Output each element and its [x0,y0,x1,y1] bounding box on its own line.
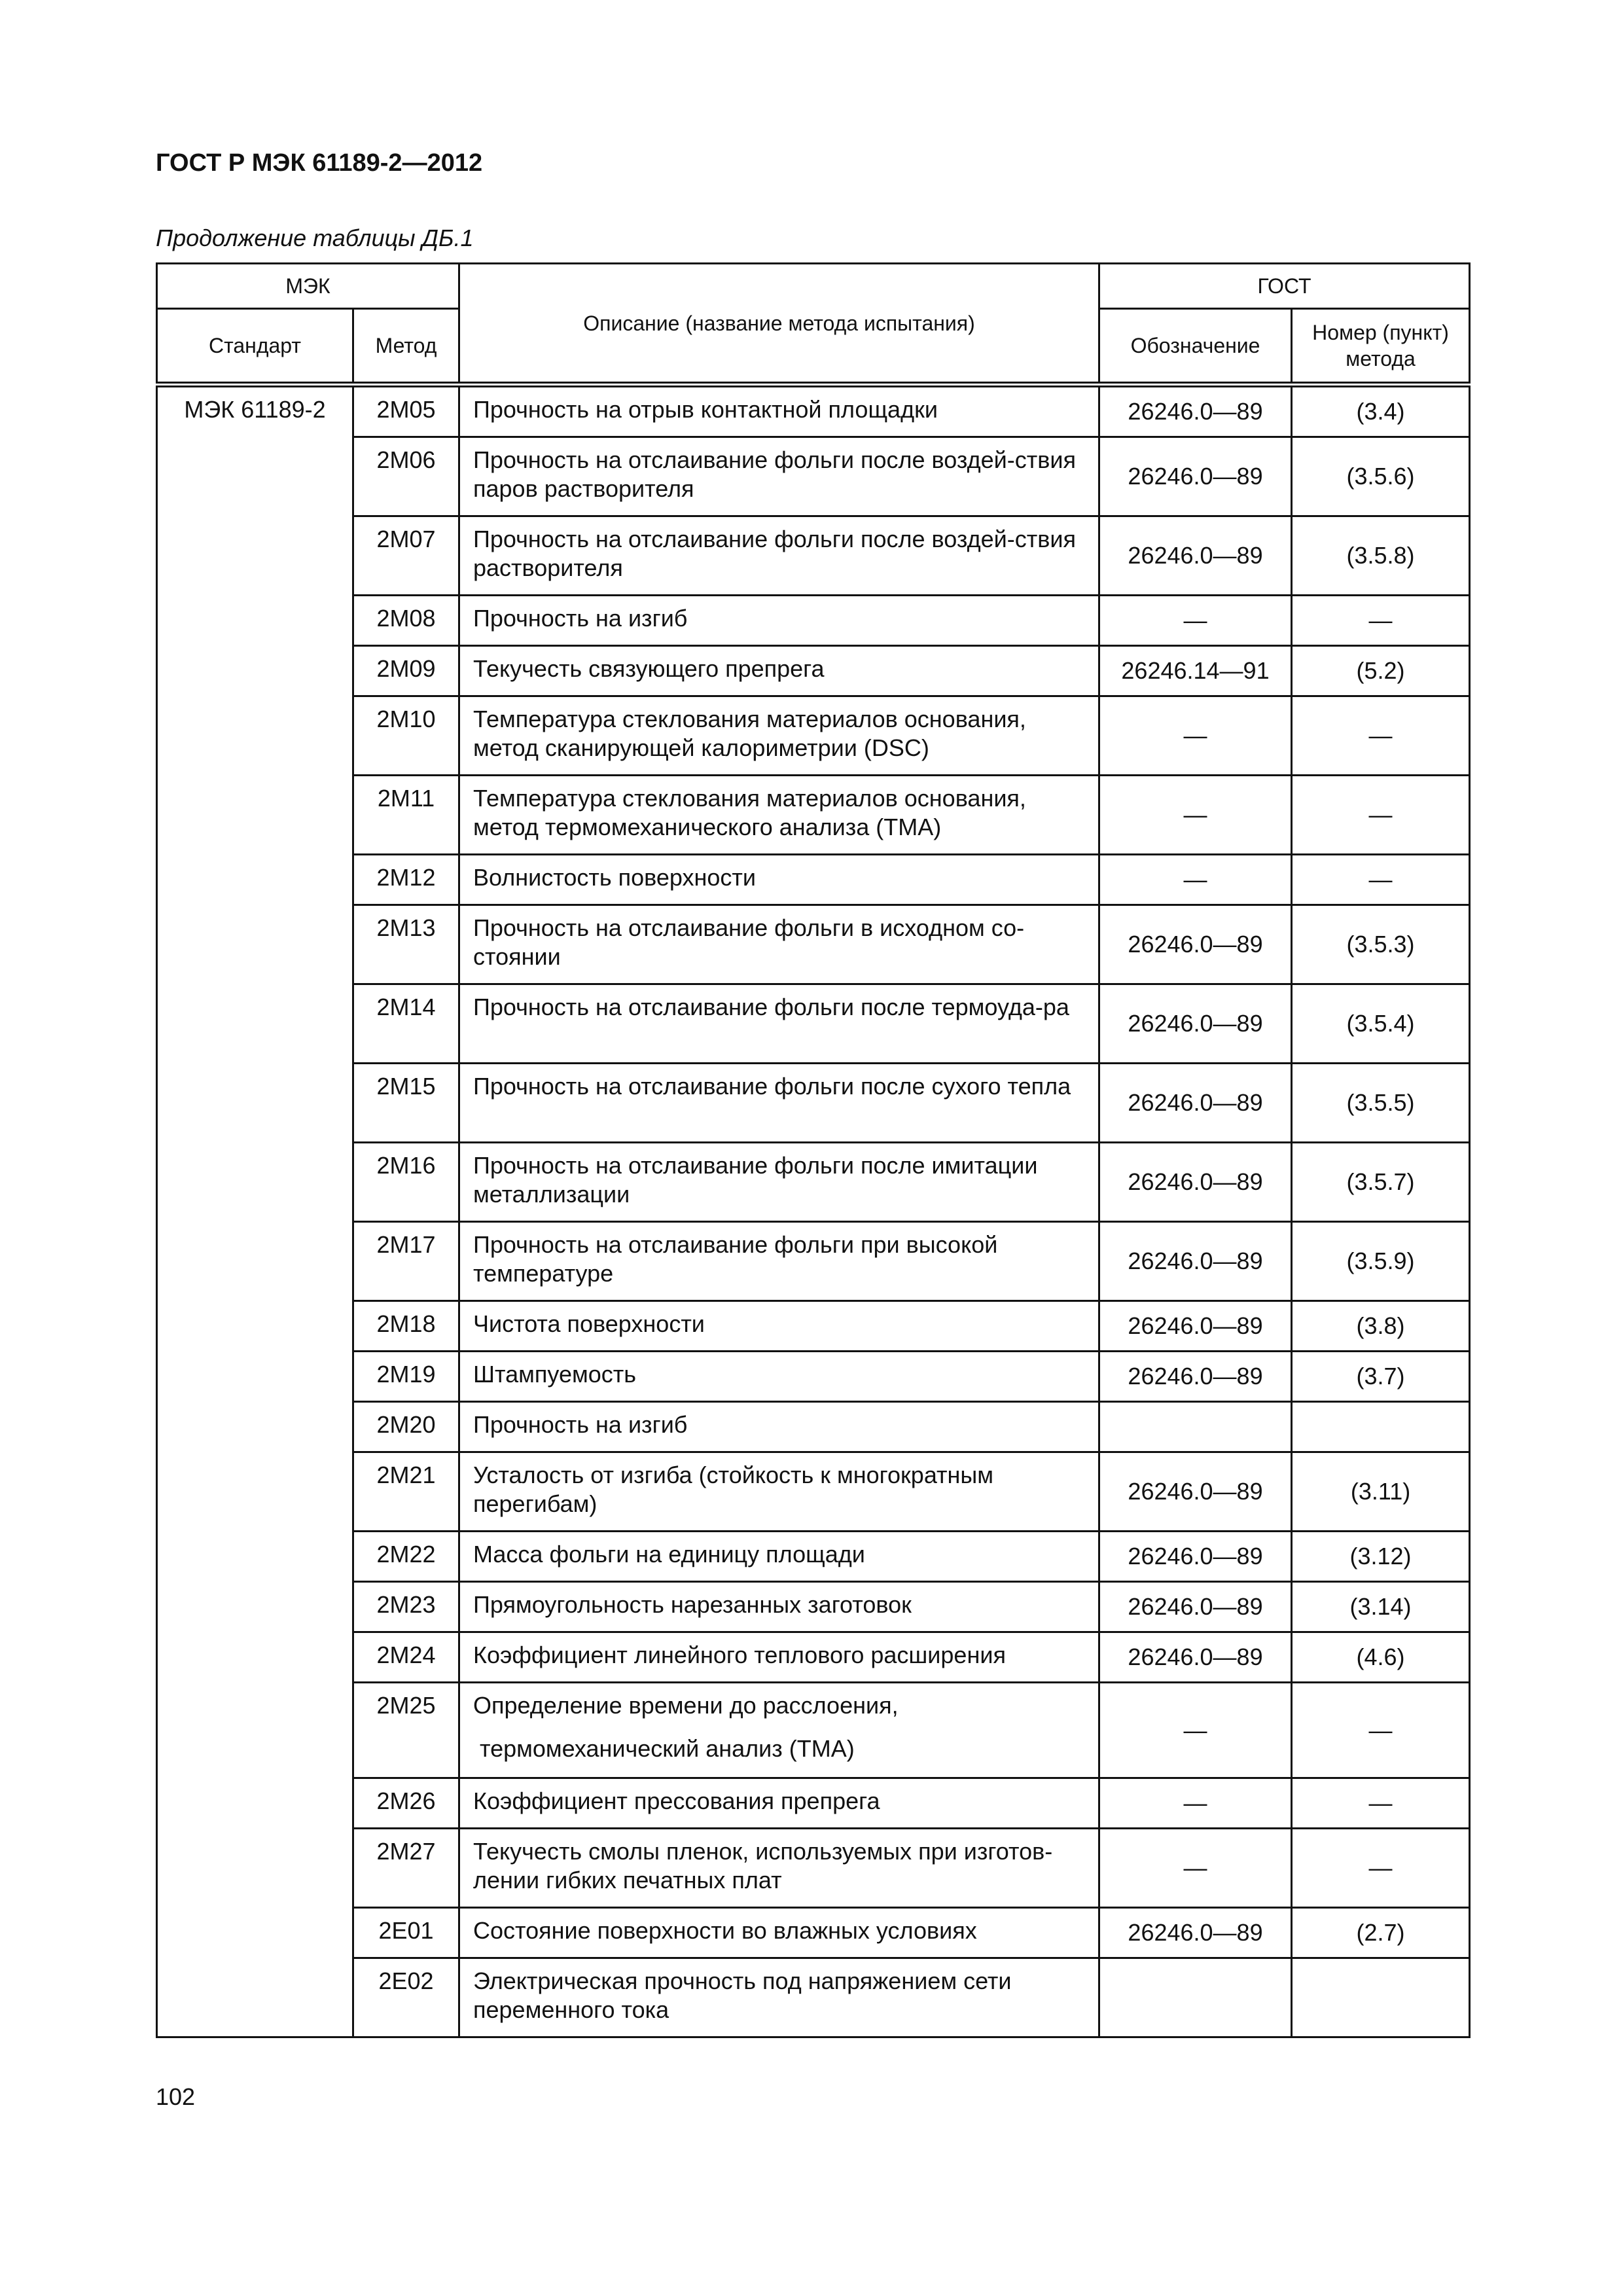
description-text: Состояние поверхности во влажных условиях [473,1917,977,1944]
cell-method: 2M18 [353,1301,459,1352]
cell-method: 2M19 [353,1352,459,1402]
description-text: Усталость от изгиба (стойкость к многократным перегибам) [473,1462,994,1517]
cell-gost-clause: (3.14) [1292,1582,1470,1632]
table-row [157,1958,1470,2037]
description-text: Коэффициент прессования препрега [473,1787,880,1814]
cell-gost-designation: 26246.0—89 [1099,1452,1292,1532]
table-row [157,1683,1470,1778]
table-row [157,1908,1470,1958]
cell-gost-designation: 26246.0—89 [1099,516,1292,596]
cell-description [459,776,1099,855]
cell-description [459,516,1099,596]
cell-standard: МЭК 61189-2 [157,385,353,2037]
cell-gost-clause: (3.5.6) [1292,437,1470,516]
methods-table [156,262,1471,2038]
cell-method: 2M21 [353,1452,459,1532]
cell-description [459,1778,1099,1829]
cell-gost-designation: 26246.0—89 [1099,1582,1292,1632]
cell-description [459,1301,1099,1352]
table-row [157,1222,1470,1301]
table-row [157,1064,1470,1143]
description-text: Прочность на отслаивание фольги после сухого тепла [473,1073,1071,1100]
cell-method: 2M08 [353,596,459,646]
description-text: Штампуемость [473,1361,636,1388]
cell-gost-designation: 26246.0—89 [1099,1301,1292,1352]
cell-method: 2M14 [353,984,459,1064]
cell-gost-clause: — [1292,596,1470,646]
cell-gost-clause: — [1292,696,1470,776]
table-row [157,646,1470,696]
cell-description [459,385,1099,437]
header-standard: Стандарт [157,309,353,385]
cell-gost-designation: 26246.0—89 [1099,984,1292,1064]
cell-method: 2M25 [353,1683,459,1778]
cell-description [459,646,1099,696]
cell-gost-clause: — [1292,1683,1470,1778]
table-row [157,1352,1470,1402]
cell-gost-designation: — [1099,1829,1292,1908]
cell-gost-designation: 26246.14—91 [1099,646,1292,696]
header-clause: Номер (пункт) метода [1292,309,1470,385]
cell-method: 2M16 [353,1143,459,1222]
header-gost: ГОСТ [1099,264,1470,309]
cell-method: 2M26 [353,1778,459,1829]
table-caption: Продолжение таблицы ДБ.1 [156,224,474,251]
header-iec: МЭК [157,264,459,309]
cell-description [459,984,1099,1064]
description-text: Температура стеклования материалов основания, метод сканирующей калориметрии (DSC) [473,706,1026,761]
cell-description [459,1222,1099,1301]
cell-method: 2E01 [353,1908,459,1958]
description-text: Прочность на отслаивание фольги при высокой температуре [473,1231,998,1287]
cell-gost-designation: 26246.0—89 [1099,1908,1292,1958]
cell-gost-designation: 26246.0—89 [1099,1352,1292,1402]
cell-gost-designation [1099,1958,1292,2037]
cell-description [459,437,1099,516]
cell-gost-clause: (2.7) [1292,1908,1470,1958]
cell-method: 2M15 [353,1064,459,1143]
table-row [157,984,1470,1064]
cell-gost-designation: — [1099,855,1292,905]
cell-method: 2M13 [353,905,459,984]
cell-method: 2M27 [353,1829,459,1908]
cell-gost-designation: — [1099,596,1292,646]
cell-gost-designation: — [1099,1683,1292,1778]
cell-gost-clause: (3.5.5) [1292,1064,1470,1143]
description-text: Коэффициент линейного теплового расширения [473,1641,1006,1668]
cell-gost-clause: (3.12) [1292,1532,1470,1582]
cell-description [459,1829,1099,1908]
cell-gost-designation: 26246.0—89 [1099,1064,1292,1143]
cell-description [459,1582,1099,1632]
page-number: 102 [156,2083,196,2110]
cell-gost-clause: (3.5.7) [1292,1143,1470,1222]
cell-description [459,855,1099,905]
table-row [157,1143,1470,1222]
cell-gost-designation: 26246.0—89 [1099,1222,1292,1301]
description-text: Электрическая прочность под напряжением сети переменного тока [473,1967,1012,2023]
description-text: Текучесть связующего препрега [473,655,825,682]
table-row [157,1452,1470,1532]
table-row [157,776,1470,855]
cell-method: 2M12 [353,855,459,905]
cell-description [459,1908,1099,1958]
description-text: Прочность на отслаивание фольги в исходном со-стоянии [473,914,1025,970]
cell-gost-clause: (3.4) [1292,385,1470,437]
cell-method: 2M06 [353,437,459,516]
cell-method: 2M09 [353,646,459,696]
cell-gost-clause: (3.8) [1292,1301,1470,1352]
document-header: ГОСТ Р МЭК 61189-2—2012 [156,149,483,177]
cell-gost-clause: — [1292,1829,1470,1908]
description-text: Чистота поверхности [473,1310,705,1337]
description-text: Масса фольги на единицу площади [473,1541,865,1568]
description-text-line2: термомеханический анализ (TMA) [480,1735,855,1762]
cell-method: 2M22 [353,1532,459,1582]
cell-gost-designation: 26246.0—89 [1099,1632,1292,1683]
cell-method: 2M23 [353,1582,459,1632]
cell-method: 2M20 [353,1402,459,1452]
description-text: Текучесть смолы пленок, используемых при изготов-лении гибких печатных плат [473,1838,1053,1893]
cell-method: 2M11 [353,776,459,855]
cell-gost-designation: — [1099,1778,1292,1829]
cell-method: 2E02 [353,1958,459,2037]
cell-gost-clause [1292,1958,1470,2037]
cell-description [459,1064,1099,1143]
table-row [157,905,1470,984]
cell-gost-designation: 26246.0—89 [1099,1143,1292,1222]
description-text: Прочность на изгиб [473,1411,688,1438]
table-row [157,1582,1470,1632]
cell-description [459,1352,1099,1402]
description-text: Температура стеклования материалов основания, метод термомеханического анализа (TMA) [473,785,1026,840]
table-row [157,1402,1470,1452]
cell-gost-designation [1099,1402,1292,1452]
cell-gost-clause: (4.6) [1292,1632,1470,1683]
description-text: Прочность на отслаивание фольги после термоуда-ра [473,994,1069,1020]
description-text: Прочность на изгиб [473,605,688,632]
table-row [157,1301,1470,1352]
table-row [157,855,1470,905]
cell-gost-designation: 26246.0—89 [1099,905,1292,984]
cell-gost-clause: (3.11) [1292,1452,1470,1532]
table-row [157,516,1470,596]
cell-gost-clause [1292,1402,1470,1452]
description-text: Прочность на отслаивание фольги после имитации металлизации [473,1152,1038,1208]
cell-gost-clause: (3.5.8) [1292,516,1470,596]
cell-gost-clause: (5.2) [1292,646,1470,696]
header-method: Метод [353,309,459,385]
cell-method: 2M24 [353,1632,459,1683]
description-text: Определение времени до расслоения, [473,1692,899,1719]
description-text: Прямоугольность нарезанных заготовок [473,1591,912,1618]
cell-gost-clause: (3.7) [1292,1352,1470,1402]
cell-description [459,1143,1099,1222]
cell-description [459,1452,1099,1532]
cell-description [459,1958,1099,2037]
cell-description [459,696,1099,776]
cell-gost-designation: — [1099,696,1292,776]
description-text: Прочность на отслаивание фольги после воздей-ствия паров растворителя [473,446,1076,502]
cell-description [459,1632,1099,1683]
cell-gost-clause: (3.5.4) [1292,984,1470,1064]
table-row [157,437,1470,516]
cell-gost-designation: 26246.0—89 [1099,437,1292,516]
cell-gost-clause: (3.5.3) [1292,905,1470,984]
header-designation: Обозначение [1099,309,1292,385]
table-row [157,1532,1470,1582]
cell-method: 2M17 [353,1222,459,1301]
cell-gost-clause: — [1292,1778,1470,1829]
description-text: Прочность на отрыв контактной площадки [473,396,938,423]
table-row [157,696,1470,776]
table-row [157,1829,1470,1908]
cell-description [459,905,1099,984]
cell-gost-clause: — [1292,855,1470,905]
cell-description [459,1532,1099,1582]
cell-gost-designation: 26246.0—89 [1099,1532,1292,1582]
description-text: Волнистость поверхности [473,864,756,891]
table-body [157,385,1470,2037]
cell-description [459,1683,1099,1778]
description-text: Прочность на отслаивание фольги после воздей-ствия растворителя [473,526,1076,581]
table-row [157,1778,1470,1829]
table-row [157,596,1470,646]
cell-gost-designation: 26246.0—89 [1099,385,1292,437]
cell-method: 2M10 [353,696,459,776]
table-row [157,385,1470,437]
table-row [157,1632,1470,1683]
cell-gost-clause: — [1292,776,1470,855]
cell-description [459,596,1099,646]
cell-gost-clause: (3.5.9) [1292,1222,1470,1301]
cell-method: 2M07 [353,516,459,596]
cell-description [459,1402,1099,1452]
cell-gost-designation: — [1099,776,1292,855]
header-description: Описание (название метода испытания) [459,264,1099,385]
cell-method: 2M05 [353,385,459,437]
